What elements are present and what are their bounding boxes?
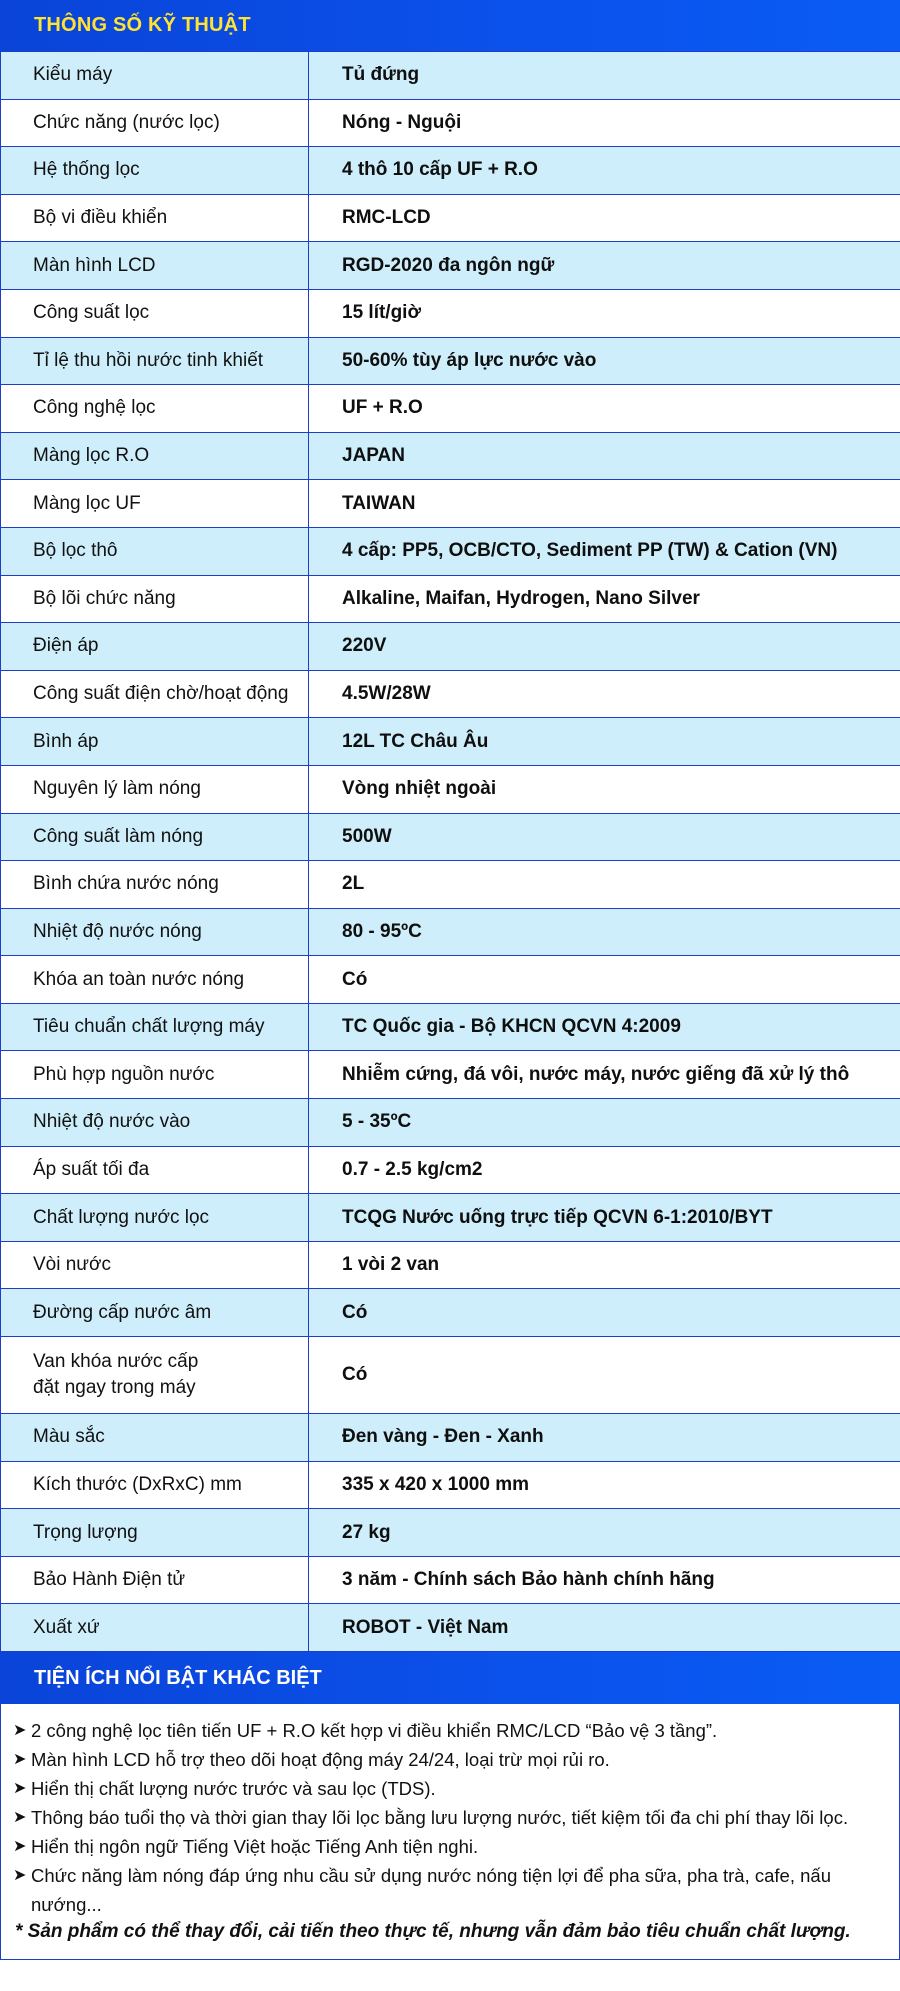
spec-value: 2L [309, 861, 900, 909]
spec-value: TAIWAN [309, 480, 900, 528]
spec-row [1, 813, 900, 861]
spec-value: ROBOT - Việt Nam [309, 1604, 900, 1652]
spec-label: Bộ lõi chức năng [1, 575, 309, 623]
spec-row [1, 1337, 900, 1414]
spec-label: Đường cấp nước âm [1, 1289, 309, 1337]
spec-label: Kích thước (DxRxC) mm [1, 1461, 309, 1509]
spec-label-line: Van khóa nước cấp [33, 1351, 199, 1373]
feature-item [13, 1745, 889, 1774]
arrow-bullet-icon: ➤ [13, 1838, 27, 1855]
spec-value: 220V [309, 623, 900, 671]
spec-value: Có [309, 1289, 900, 1337]
arrow-bullet-icon: ➤ [13, 1867, 27, 1884]
spec-row [1, 623, 900, 671]
spec-value: 4 thô 10 cấp UF + R.O [309, 147, 900, 195]
spec-row [1, 575, 900, 623]
spec-value: 500W [309, 813, 900, 861]
spec-label: Tiêu chuẩn chất lượng máy [1, 1003, 309, 1051]
spec-row [1, 147, 900, 195]
feature-text: Hiển thị ngôn ngữ Tiếng Việt hoặc Tiếng Anh tiện nghi. [31, 1836, 479, 1857]
spec-title: THÔNG SỐ KỸ THUẬT [34, 14, 251, 36]
spec-value: UF + R.O [309, 385, 900, 433]
spec-row [1, 1051, 900, 1099]
spec-row [1, 1241, 900, 1289]
spec-value: 50-60% tùy áp lực nước vào [309, 337, 900, 385]
spec-row [1, 1461, 900, 1509]
spec-value: 80 - 95ºC [309, 908, 900, 956]
spec-label-line: đặt ngay trong máy [33, 1377, 196, 1399]
spec-label: Bình áp [1, 718, 309, 766]
spec-label [1, 1337, 309, 1414]
spec-row [1, 1289, 900, 1337]
spec-row [1, 718, 900, 766]
spec-value: Alkaline, Maifan, Hydrogen, Nano Silver [309, 575, 900, 623]
spec-row [1, 670, 900, 718]
spec-value: 12L TC Châu Âu [309, 718, 900, 766]
feature-text: Hiển thị chất lượng nước trước và sau lọc (TDS). [31, 1778, 436, 1799]
spec-value: JAPAN [309, 432, 900, 480]
spec-value: 335 x 420 x 1000 mm [309, 1461, 900, 1509]
arrow-bullet-icon: ➤ [13, 1809, 27, 1826]
spec-label: Công suất lọc [1, 289, 309, 337]
spec-row [1, 861, 900, 909]
spec-label: Công suất điện chờ/hoạt động [1, 670, 309, 718]
spec-row [1, 385, 900, 433]
spec-row [1, 480, 900, 528]
feature-text: 2 công nghệ lọc tiên tiến UF + R.O kết hợp vi điều khiển RMC/LCD “Bảo vệ 3 tầng”. [31, 1720, 718, 1741]
feature-text: Màn hình LCD hỗ trợ theo dõi hoạt động máy 24/24, loại trừ mọi rủi ro. [31, 1749, 610, 1770]
features-header [0, 1652, 900, 1704]
spec-row [1, 1099, 900, 1147]
feature-item [13, 1774, 889, 1803]
spec-label: Tỉ lệ thu hồi nước tinh khiết [1, 337, 309, 385]
spec-header [0, 0, 900, 51]
spec-value: RGD-2020 đa ngôn ngữ [309, 242, 900, 290]
spec-label: Khóa an toàn nước nóng [1, 956, 309, 1004]
spec-value: 0.7 - 2.5 kg/cm2 [309, 1146, 900, 1194]
spec-row [1, 194, 900, 242]
spec-row [1, 765, 900, 813]
spec-row [1, 432, 900, 480]
spec-row [1, 99, 900, 147]
spec-value: RMC-LCD [309, 194, 900, 242]
spec-row [1, 527, 900, 575]
spec-value: 3 năm - Chính sách Bảo hành chính hãng [309, 1556, 900, 1604]
spec-value: TC Quốc gia - Bộ KHCN QCVN 4:2009 [309, 1003, 900, 1051]
spec-label: Bộ lọc thô [1, 527, 309, 575]
spec-label: Điện áp [1, 623, 309, 671]
spec-label: Công suất làm nóng [1, 813, 309, 861]
spec-value: Tủ đứng [309, 52, 900, 100]
spec-table [0, 51, 900, 1652]
arrow-bullet-icon: ➤ [13, 1780, 27, 1797]
spec-row [1, 52, 900, 100]
feature-item [13, 1803, 889, 1832]
spec-label: Kiểu máy [1, 52, 309, 100]
spec-row [1, 242, 900, 290]
arrow-bullet-icon: ➤ [13, 1722, 27, 1739]
spec-label: Phù hợp nguồn nước [1, 1051, 309, 1099]
feature-item [13, 1861, 889, 1919]
spec-row [1, 1556, 900, 1604]
spec-label: Xuất xứ [1, 1604, 309, 1652]
spec-row [1, 1146, 900, 1194]
spec-label: Chức năng (nước lọc) [1, 99, 309, 147]
spec-label: Nguyên lý làm nóng [1, 765, 309, 813]
feature-item [13, 1832, 889, 1861]
spec-value: Nhiễm cứng, đá vôi, nước máy, nước giếng đã xử lý thô [309, 1051, 900, 1099]
spec-row [1, 289, 900, 337]
spec-value: Có [309, 1337, 900, 1414]
spec-label: Công nghệ lọc [1, 385, 309, 433]
feature-item [13, 1716, 889, 1745]
spec-label: Màng lọc UF [1, 480, 309, 528]
spec-label: Bảo Hành Điện tử [1, 1556, 309, 1604]
spec-label: Màn hình LCD [1, 242, 309, 290]
spec-row [1, 956, 900, 1004]
feature-text: Thông báo tuổi thọ và thời gian thay lõi lọc bằng lưu lượng nước, tiết kiệm tối đa chi phí thay lõi lọc. [31, 1807, 849, 1828]
spec-value: 15 lít/giờ [309, 289, 900, 337]
features-list [0, 1704, 900, 1960]
spec-label: Màu sắc [1, 1414, 309, 1462]
spec-label: Màng lọc R.O [1, 432, 309, 480]
spec-label: Nhiệt độ nước vào [1, 1099, 309, 1147]
spec-row [1, 1604, 900, 1652]
spec-label: Áp suất tối đa [1, 1146, 309, 1194]
feature-text: Chức năng làm nóng đáp ứng nhu cầu sử dụng nước nóng tiện lợi để pha sữa, pha trà, cafe, nấu nướng... [31, 1865, 831, 1915]
spec-value: TCQG Nước uống trực tiếp QCVN 6-1:2010/BYT [309, 1194, 900, 1242]
spec-value: Nóng - Nguội [309, 99, 900, 147]
spec-label: Bộ vi điều khiển [1, 194, 309, 242]
spec-value: 4 cấp: PP5, OCB/CTO, Sediment PP (TW) & Cation (VN) [309, 527, 900, 575]
spec-row [1, 1194, 900, 1242]
spec-label: Hệ thống lọc [1, 147, 309, 195]
spec-row [1, 908, 900, 956]
spec-row [1, 1509, 900, 1557]
spec-value: 5 - 35ºC [309, 1099, 900, 1147]
spec-label: Vòi nước [1, 1241, 309, 1289]
spec-value: 1 vòi 2 van [309, 1241, 900, 1289]
arrow-bullet-icon: ➤ [13, 1751, 27, 1768]
spec-value: Vòng nhiệt ngoài [309, 765, 900, 813]
spec-label: Chất lượng nước lọc [1, 1194, 309, 1242]
disclaimer: * Sản phẩm có thể thay đổi, cải tiến theo thực tế, nhưng vẫn đảm bảo tiêu chuẩn chất lượng. [15, 1921, 851, 1942]
spec-row [1, 1414, 900, 1462]
spec-row [1, 337, 900, 385]
spec-value: Có [309, 956, 900, 1004]
features-title: TIỆN ÍCH NỔI BẬT KHÁC BIỆT [34, 1666, 322, 1689]
spec-value: Đen vàng - Đen - Xanh [309, 1414, 900, 1462]
spec-label: Nhiệt độ nước nóng [1, 908, 309, 956]
spec-value: 27 kg [309, 1509, 900, 1557]
spec-label: Trọng lượng [1, 1509, 309, 1557]
spec-row [1, 1003, 900, 1051]
spec-value: 4.5W/28W [309, 670, 900, 718]
spec-label: Bình chứa nước nóng [1, 861, 309, 909]
